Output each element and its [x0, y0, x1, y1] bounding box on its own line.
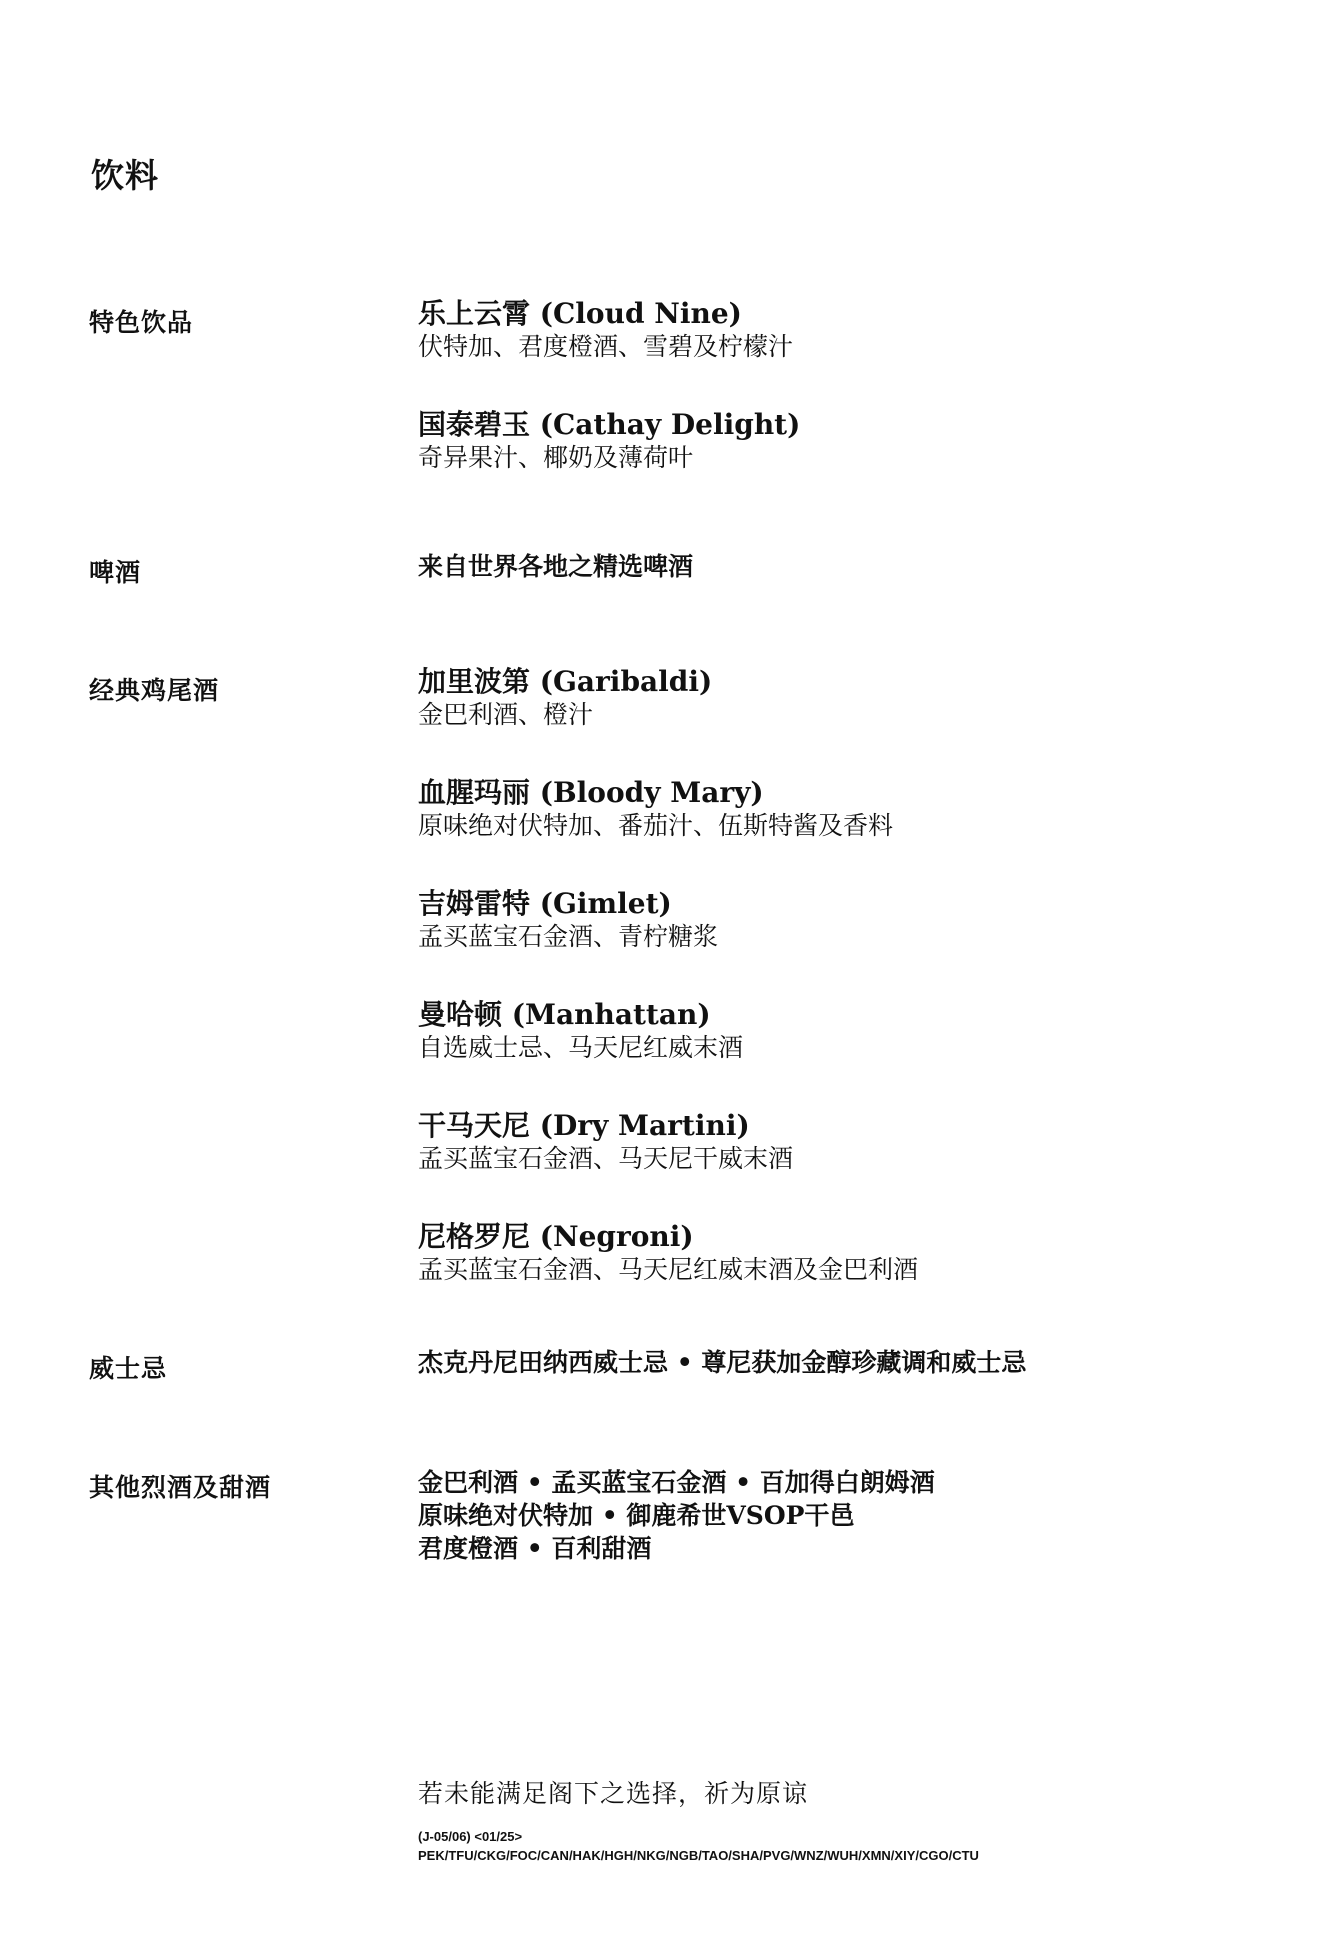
cocktail-item — [418, 1221, 1278, 1286]
cocktail-description: 孟买蓝宝石金酒、青柠糖浆 — [418, 922, 719, 951]
drink-description: 伏特加、君度橙酒、雪碧及柠檬汁 — [418, 332, 794, 361]
section-label: 特色饮品 — [89, 308, 194, 337]
route-list: PEK/TFU/CKG/FOC/CAN/HAK/HGH/NKG/NGB/TAO/SHA/PVG/WNZ/WUH/XMN/XIY/CGO/CTU — [418, 1848, 979, 1863]
whisky-list: 杰克丹尼田纳西威士忌 • 尊尼获加金醇珍藏调和威士忌 — [418, 1348, 1027, 1377]
cocktail-item — [418, 999, 1278, 1064]
spirits-line: 君度橙酒 • 百利甜酒 — [418, 1534, 652, 1563]
drink-description: 奇异果汁、椰奶及薄荷叶 — [418, 443, 694, 472]
section-items — [418, 298, 1278, 474]
cocktail-name: 血腥玛丽 (Bloody Mary) — [418, 776, 764, 809]
cocktail-name: 吉姆雷特 (Gimlet) — [418, 887, 672, 920]
drink-item — [418, 409, 1278, 474]
cocktail-name: 曼哈顿 (Manhattan) — [418, 998, 711, 1031]
section-label: 威士忌 — [89, 1354, 168, 1383]
section-items — [418, 666, 1278, 1286]
cocktail-name: 加里波第 (Garibaldi) — [418, 665, 713, 698]
cocktail-item — [418, 666, 1278, 731]
cocktail-item — [418, 777, 1278, 842]
beer-description: 来自世界各地之精选啤酒 — [418, 552, 694, 581]
section-items — [418, 550, 1278, 583]
drink-name: 乐上云霄 (Cloud Nine) — [418, 297, 742, 330]
page-title: 饮料 — [91, 156, 159, 195]
spirits-line: 金巴利酒 • 孟买蓝宝石金酒 • 百加得白朗姆酒 — [418, 1468, 935, 1497]
cocktail-description: 金巴利酒、橙汁 — [418, 700, 594, 729]
drink-name: 国泰碧玉 (Cathay Delight) — [418, 408, 801, 441]
section-items — [418, 1346, 1278, 1379]
section-items — [418, 1466, 1278, 1565]
cocktail-description: 孟买蓝宝石金酒、马天尼干威末酒 — [418, 1144, 794, 1173]
cocktail-item — [418, 888, 1278, 953]
cocktail-description: 孟买蓝宝石金酒、马天尼红威末酒及金巴利酒 — [418, 1255, 919, 1284]
drink-item — [418, 298, 1278, 363]
cocktail-description: 原味绝对伏特加、番茄汁、伍斯特酱及香料 — [418, 811, 894, 840]
section-label: 经典鸡尾酒 — [89, 676, 220, 705]
section-label: 啤酒 — [89, 558, 142, 587]
cocktail-name: 干马天尼 (Dry Martini) — [418, 1109, 750, 1142]
menu-code: (J-05/06) <01/25> — [418, 1829, 523, 1844]
section-label: 其他烈酒及甜酒 — [89, 1473, 272, 1502]
cocktail-name: 尼格罗尼 (Negroni) — [418, 1220, 694, 1253]
spirits-line: 原味绝对伏特加 • 御鹿希世VSOP干邑 — [418, 1501, 855, 1530]
cocktail-description: 自选威士忌、马天尼红威末酒 — [418, 1033, 744, 1062]
footer — [418, 1777, 1298, 1865]
cocktail-item — [418, 1110, 1278, 1175]
apology-note: 若未能满足阁下之选择，祈为原谅 — [418, 1779, 809, 1808]
